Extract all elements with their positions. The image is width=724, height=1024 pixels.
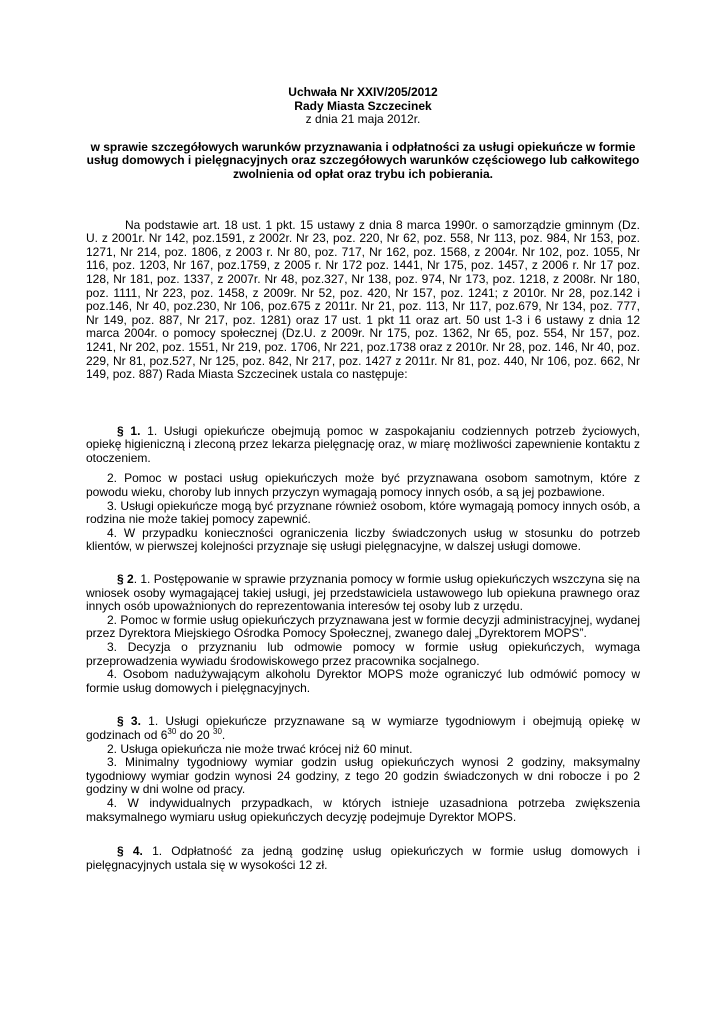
preamble: Na podstawie art. 18 ust. 1 pkt. 15 ustawy z dnia 8 marca 1990r. o samorządzie gminnym (Dz. U. z 2001r. Nr 142, poz.1591, z 2002r. Nr 23, poz. 220, Nr 62, poz. 558, Nr 113, poz. 984, Nr 153, poz. 1271, Nr 214, poz. 1806, z 2003 r. Nr 80, poz. 717, Nr 162, poz. 1568, z 2004r. Nr 102, poz. 1055, Nr 116, poz. 1203, Nr 167, poz.1759, z 2005 r. Nr 172 poz. 1441, Nr 175, poz. 1457, z 2006 r. Nr 17 poz. 128, Nr 181, poz. 1337, z 2007r. Nr 48, poz.327, Nr 138, poz. 974, Nr 173, poz. 1218, z 2008r. Nr 180, poz. 1111, Nr 223, poz. 1458, z 2009r. Nr 52, poz. 420, Nr 157, poz. 1241; z 2010r. Nr 28, poz.142 i poz.146, Nr 40, poz.230, Nr 106, poz.675 z 2011r. Nr 21, poz. 113, Nr 117, poz.679, Nr 134, poz. 777, Nr 149, poz. 887, Nr 217, poz. 1281) oraz 17 ust. 1 pkt 11 oraz art. 50 ust 1-3 i 6 ustawy z dnia 12 marca 2004r. o pomocy społecznej (Dz.U. z 2009r. Nr 175, poz. 1362, Nr 65, poz. 554, Nr 157, poz. 1241, Nr 202, poz. 1551, Nr 219, poz. 1706, Nr 221, poz.1738 oraz z 2010r. Nr 28, poz. 146, Nr 40, poz. 229, Nr 81, poz.527, Nr 125, poz. 842, Nr 217, poz. 1427 z 2011r. Nr 81, poz. 440, Nr 106, poz. 662, Nr 149, poz. 887) Rada Miasta Szczecinek ustala co następuje: xyxy=(86,217,640,382)
section-4-text-1: 1. Odpłatność za jedną godzinę usług opiekuńczych w formie usług domowych i pielęgnacyjnych ustala się w wysokości 12 zł. xyxy=(86,844,640,872)
section-3-sign: § 3. xyxy=(117,714,141,729)
section-3-item-1 xyxy=(86,715,640,742)
document-page xyxy=(86,86,640,872)
section-3-text-1a: 1. Usługi opiekuńcze przyznawane są w wymiarze tygodniowym i obejmują opiekę w godzinach od 6 xyxy=(86,714,641,742)
section-3-item-3: 3. Minimalny tygodniowy wymiar godzin usług opiekuńczych wynosi 2 godziny, maksymalny tygodniowy wymiar godzin wynosi 24 godziny, z tego 20 godzin świadczonych w dni robocze i po 2 godziny w dni wolne od pracy. xyxy=(86,755,640,797)
section-3-item-2: 2. Usługa opiekuńcza nie może trwać krócej niż 60 minut. xyxy=(107,741,413,756)
section-3 xyxy=(86,715,640,824)
section-1-sign: § 1. xyxy=(117,423,141,438)
section-3-sup-2: 30 xyxy=(213,726,222,736)
section-2-item-2: 2. Pomoc w formie usług opiekuńczych przyznawana jest w formie decyzji administracyjnej, wydanej przez Dyrektora Miejskiego Ośrodka Pomocy Społecznej, zwanego dalej „Dyrektorem MOPS”. xyxy=(86,612,640,641)
section-4-item-1 xyxy=(86,845,640,872)
section-2-item-4: 4. Osobom nadużywającym alkoholu Dyrektor MOPS może ograniczyć lub odmówić pomocy w formie usług domowych i pielęgnacyjnych. xyxy=(86,667,640,695)
section-2-sign: § 2 xyxy=(117,572,134,587)
section-3-text-1c: . xyxy=(221,727,226,742)
section-3-text-1b: do 20 xyxy=(176,727,214,742)
resolution-date: z dnia 21 maja 2012r. xyxy=(305,112,421,127)
section-3-sup-1: 30 xyxy=(167,726,177,736)
section-4-sign: § 4. xyxy=(117,844,143,859)
section-1-item-4: 4. W przypadku konieczności ograniczenia liczby świadczonych usług w stosunku do potrzeb klientów, w pierwszej kolejności przyznaje się usługi pielęgnacyjne, w dalszej usługi domowe. xyxy=(86,525,640,554)
section-1-item-2: 2. Pomoc w postaci usług opiekuńczych może być przyznawana osobom samotnym, które z powodu wieku, choroby lub innych przyczyn wymagają pomocy innych osób, a są jej pozbawione. xyxy=(86,471,640,500)
section-4 xyxy=(86,845,640,872)
section-3-item-4: 4. W indywidualnych przypadkach, w których istnieje uzasadniona potrzeba zwiększenia maksymalnego wymiaru usług opiekuńczych decyzję podejmuje Dyrektor MOPS. xyxy=(86,795,640,824)
section-2 xyxy=(86,573,640,695)
section-1-item-3: 3. Usługi opiekuńcze mogą być przyznane również osobom, które wymagają pomocy innych osób, a rodzina nie może takiej pomocy zapewnić. xyxy=(86,498,640,527)
section-1-item-1 xyxy=(86,425,640,466)
section-2-item-3: 3. Decyzja o przyznaniu lub odmowie pomocy w formie usług opiekuńczych, wymaga przeprowadzenia wywiadu środowiskowego przez pracownika socjalnego. xyxy=(86,640,640,668)
section-2-item-1 xyxy=(86,573,640,614)
council-name: Rady Miasta Szczecinek xyxy=(294,98,432,113)
resolution-subject: w sprawie szczegółowych warunków przyznawania i odpłatności za usługi opiekuńcze w formie usług domowych i pielęgnacyjnych oraz szczegółowych warunków częściowego lub całkowitego zwolnienia od opłat oraz trybu ich pobierania. xyxy=(86,139,640,181)
section-1-text-1: 1. Usługi opiekuńcze obejmują pomoc w zaspokajaniu codziennych potrzeb życiowych, opiekę higieniczną i zleconą przez lekarza pielęgnację oraz, w miarę możliwości zapewnienie kontaktu z otoczeniem. xyxy=(86,423,640,465)
resolution-number: Uchwała Nr XXIV/205/2012 xyxy=(288,85,438,99)
section-2-text-1: . 1. Postępowanie w sprawie przyznania pomocy w formie usług opiekuńczych wszczyna się na wniosek osoby wymagającej takiej usługi, jej przedstawiciela ustawowego lub opiekuna prawnego oraz innych osób upoważnionych do reprezentowania interesów tej osoby lub z urzędu. xyxy=(86,572,640,614)
section-1 xyxy=(86,425,640,554)
